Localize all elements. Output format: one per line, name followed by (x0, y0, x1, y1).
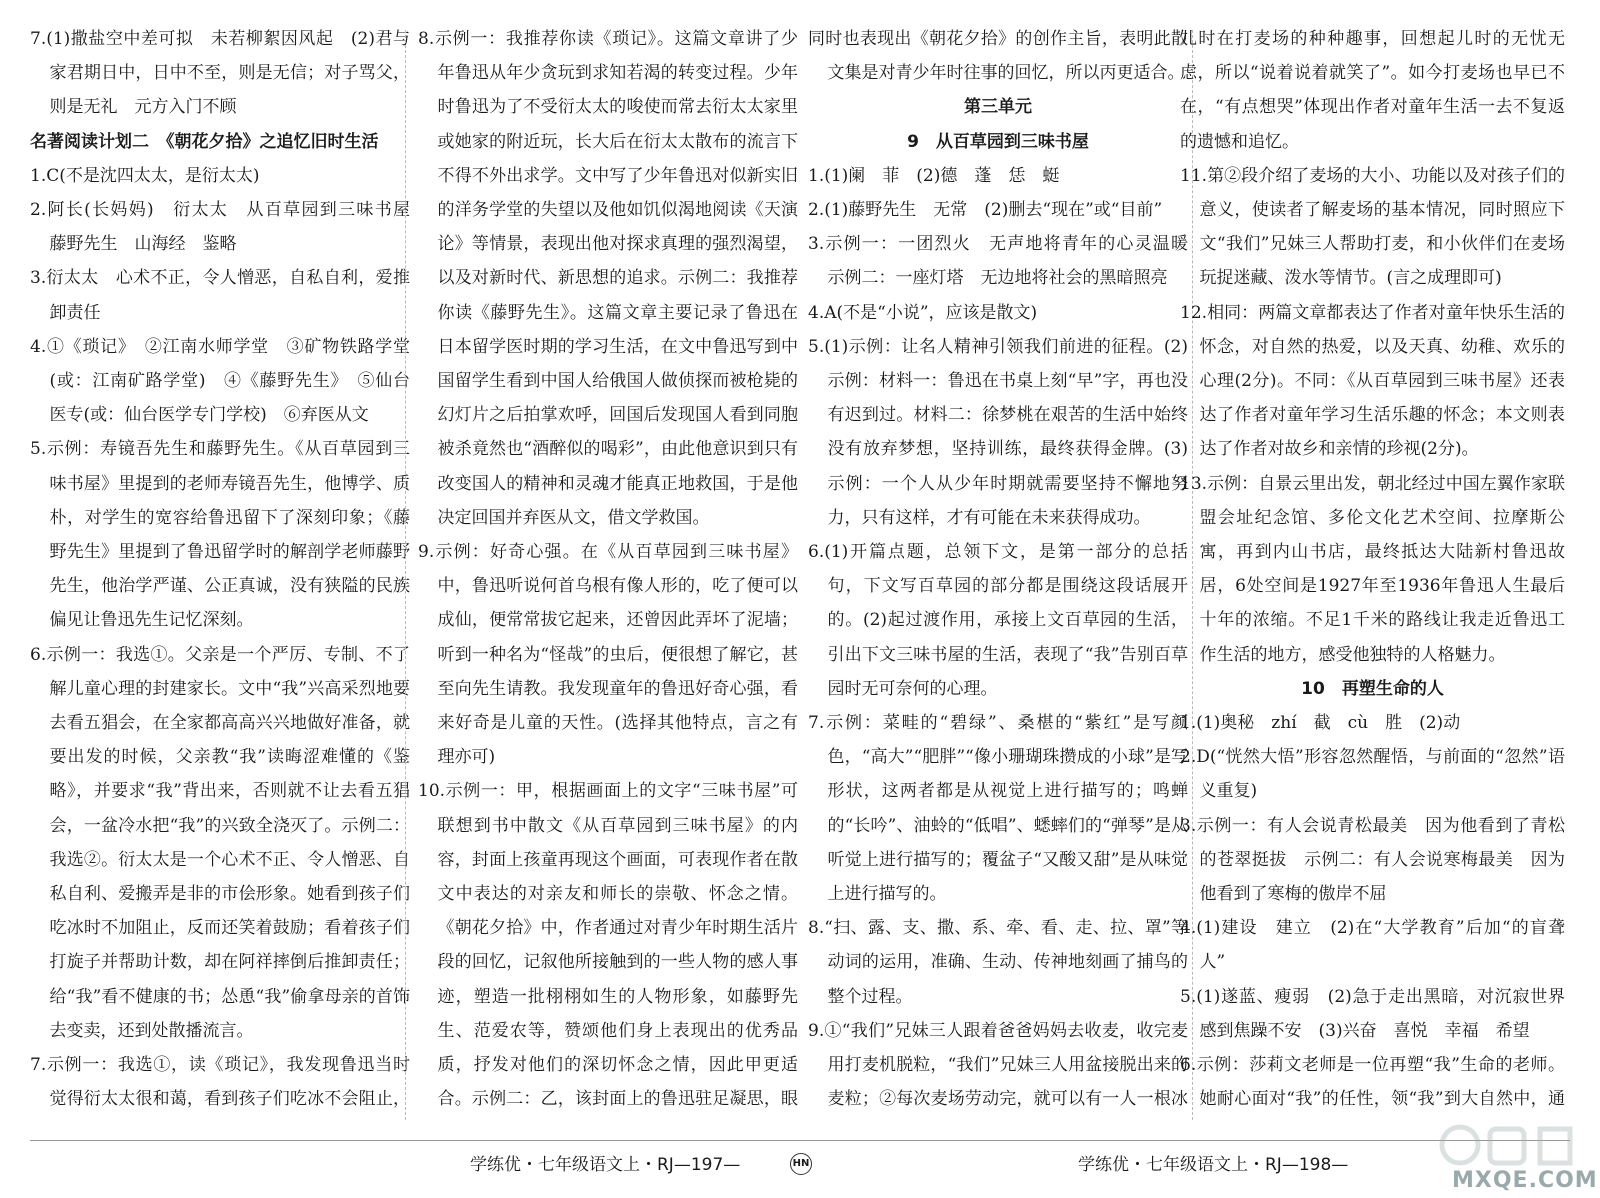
column-divider (405, 30, 406, 1120)
answer-item: 5.(1)示例：让名人精神引领我们前进的征程。(2)示例：材料一：鲁迅在书桌上刻“早”字，再也没有迟到过。材料二：徐梦桃在艰苦的生活中始终没有放弃梦想，坚持训练，最终获得金牌。(3)示例：一个人从少年时期就需要坚持不懈地努力，只有这样，才有可能在未来获得成功。 (808, 336, 1188, 528)
answer-item: 5.示例：寿镜吾先生和藤野先生。《从百草园到三味书屋》里提到的老师寿镜吾先生，他博学、质朴，对学生的宽容给鲁迅留下了深刻印象；《藤野先生》里提到了鲁迅留学时的解剖学老师藤野先生，他治学严谨、公正真诚，没有狭隘的民族偏见让鲁迅先生记忆深刻。 (30, 439, 410, 631)
answer-item: 6.示例一：我选①。父亲是一个严厉、专制、不了解儿童心理的封建家长。文中“我”兴高采烈地要去看五猖会，在全家都高高兴兴地做好准备，就要出发的时候，父亲教“我”读晦涩难懂的《鉴略》，并要求“我”背出来，否则就不让去看五猖会，一盆冷水把“我”的兴致全浇灭了。示例二：我选②。衍太太是一个心术不正、令人憎恶、自私自利、爱搬弄是非的市侩形象。她看到孩子们吃冰时不加阻止，反而还笑着鼓励；看着孩子们打旋子并帮助计数，却在阿祥摔倒后推卸责任；给“我”看不健康的书；怂恿“我”偷拿母亲的首饰去变卖，还到处散播流言。 (30, 644, 410, 1041)
answer-item: 1.(1)阑 菲 (2)德 蓬 恁 蜓 (808, 165, 1060, 186)
answer-item: 4.(1)建设 建立 (2)在“大学教育”后加“的盲聋人” (1180, 918, 1565, 973)
answer-item: 儿时在打麦场的种种趣事，回想起儿时的无忧无虑，所以“说着说着就笑了”。如今打麦场也早已不在，“有点想哭”体现出作者对童年生活一去不复返的遗憾和追忆。 (1180, 29, 1565, 152)
section-title: 9 从百草园到三味书屋 (907, 131, 1089, 152)
answer-item: 11.第②段介绍了麦场的大小、功能以及对孩子们的意义，使读者了解麦场的基本情况，同时照应下文“我们”兄妹三人帮助打麦，和小伙伴们在麦场玩捉迷藏、泼水等情节。(言之成理即可) (1180, 165, 1565, 289)
answer-item: 12.相同：两篇文章都表达了作者对童年快乐生活的怀念，对自然的热爱，以及天真、幼稚、欢乐的心理(2分)。不同：《从百草园到三味书屋》还表达了作者对童年学习生活乐趣的怀念；本文则表达了作者对故乡和亲情的珍视(2分)。 (1180, 302, 1565, 460)
column-1 (30, 22, 410, 1122)
answer-item: 9.①“我们”兄妹三人跟着爸爸妈妈去收麦，收完麦用打麦机脱粒，“我们”兄妹三人用盆接脱出来的麦粒；②每次麦场劳动完，就可以有一人一根冰 (808, 1020, 1188, 1110)
watermark-text: MXQE.COM (1452, 1168, 1598, 1193)
footer-left: 学练优・七年级语文上・RJ—197— (470, 1155, 741, 1175)
region-badge: HN (790, 1153, 812, 1175)
section-title: 第三单元 (964, 97, 1032, 118)
answer-item: 8.示例一：我推荐你读《琐记》。这篇文章讲了少年鲁迅从年少贪玩到求知若渴的转变过程。少年时鲁迅为了不受衍太太的唆使而常去衍太太家里或她家的附近玩，长大后在衍太太散布的流言下不得不外出求学。文中写了少年鲁迅对似新实旧的洋务学堂的失望以及他如饥似渴地阅读《天演论》等情景，表现出他对探求真理的强烈渴望，以及对新时代、新思想的追求。示例二：我推荐你读《藤野先生》。这篇文章主要记录了鲁迅在日本留学医时期的学习生活，在文中鲁迅写到中国留学生看到中国人给俄国人做侦探而被枪毙的幻灯片之后拍掌欢呼，回国后发现国人看到同胞被杀竟然也“酒醉似的喝彩”，由此他意识到只有改变国人的精神和灵魂才能真正地救国，于是他决定回国并弃医从文，借文学救国。 (418, 29, 798, 528)
answer-item: 10.示例一：甲，根据画面上的文字“三味书屋”可联想到书中散文《从百草园到三味书屋》的内容，封面上孩童再现这个画面，可表现作者在散文中表达的对亲友和师长的崇敬、怀念之情。《朝花夕拾》中，作者通过对青少年时期生活片段的回忆，记叙他所接触到的一些人物的感人事迹，塑造一批栩栩如生的人物形象，如藤野先生、范爱农等，赞颂他们身上表现出的优秀品质，抒发对他们的深切怀念之情，因此甲更适合。示例二：乙，该封面上的鲁迅驻足凝思，眼 (418, 781, 798, 1110)
answer-item: 7.示例一：我选①，读《琐记》，我发现鲁迅当时觉得衍太太很和蔼，看到孩子们吃冰不会阻止， (30, 1055, 410, 1110)
column-2 (418, 22, 798, 1122)
answer-item: 4.A(不是“小说”，应该是散文) (808, 302, 1038, 323)
answer-item: 5.(1)遂蓝、瘦弱 (2)急于走出黑暗，对沉寂世界感到焦躁不安 (3)兴奋 喜悦 幸福 希望 (1180, 986, 1565, 1041)
answer-item: 3.衍太太 心术不正，令人憎恶，自私自利，爱推卸责任 (30, 268, 410, 323)
answer-item: 8.“扫、露、支、撒、系、牵、看、走、拉、罩”等动词的运用，准确、生动、传神地刻画了捕鸟的整个过程。 (808, 918, 1188, 1007)
right-page (800, 0, 1600, 1198)
answer-item: 2.D(“恍然大悟”形容忽然醒悟，与前面的“忽然”语义重复) (1180, 747, 1565, 802)
answer-item: 3.示例一：一团烈火 无声地将青年的心灵温暖 示例二：一座灯塔 无边地将社会的黑暗照亮 (808, 234, 1188, 289)
answer-item: 6.示例：莎莉文老师是一位再塑“我”生命的老师。她耐心面对“我”的任性，领“我”到大自然中，通 (1180, 1055, 1565, 1110)
answer-item: 13.示例：自景云里出发，朝北经过中国左翼作家联盟会址纪念馆、多伦文化艺术空间、拉摩斯公寓，再到内山书店，最终抵达大陆新村鲁迅故居，6处空间是1927年至1936年鲁迅人生最后十年的浓缩。不足1千米的路线让我走近鲁迅工作生活的地方，感受他独特的人格魅力。 (1180, 473, 1565, 665)
answer-item: 4.①《琐记》 ②江南水师学堂 ③矿物铁路学堂(或：江南矿路学堂) ④《藤野先生》 ⑤仙台医专(或：仙台医学专门学校) ⑥弃医从文 (30, 336, 410, 426)
answer-item: 3.示例一：有人会说青松最美 因为他看到了青松的苍翠挺拔 示例二：有人会说寒梅最美 因为他看到了寒梅的傲岸不屈 (1180, 815, 1565, 905)
column-3 (808, 22, 1188, 1122)
answer-item: 6.(1)开篇点题，总领下文，是第一部分的总括句，下文写百草园的部分都是围绕这段话展开的。(2)起过渡作用，承接上文百草园的生活，引出下文三味书屋的生活，表现了“我”告别百草园时无可奈何的心理。 (808, 542, 1188, 699)
answer-item: 2.(1)藤野先生 无常 (2)删去“现在”或“目前” (808, 200, 1163, 221)
column-4 (1180, 22, 1565, 1122)
answer-item: 2.阿长(长妈妈) 衍太太 从百草园到三味书屋 藤野先生 山海经 鉴略 (30, 200, 410, 255)
answer-item: 7.示例：菜畦的“碧绿”、桑椹的“紫红”是写颜色，“高大”“肥胖”“像小珊瑚珠攒成的小球”是写形状，这两者都是从视觉上进行描写的；鸣蝉的“长吟”、油蛉的“低唱”、蟋蟀们的“弹琴”是从听觉上进行描写的；覆盆子“又酸又甜”是从味觉上进行描写的。 (808, 713, 1188, 905)
section-heading: 名著阅读计划二 《朝花夕拾》之追忆旧时生活 (30, 131, 379, 152)
footer-right: 学练优・七年级语文上・RJ—198— (1078, 1155, 1349, 1175)
answer-item: 1.C(不是沈四太太，是衍太太) (30, 165, 260, 186)
answer-item: 9.示例：好奇心强。在《从百草园到三味书屋》中，鲁迅听说何首乌根有像人形的，吃了便可以成仙，便常常拔它起来，还曾因此弄坏了泥墙；听到一种名为“怪哉”的虫后，便很想了解它，甚至向先生请教。我发现童年的鲁迅好奇心强，看来好奇是儿童的天性。(选择其他特点，言之有理亦可) (418, 542, 798, 768)
answer-item: 7.(1)撒盐空中差可拟 未若柳絮因风起 (2)君与家君期日中，日中不至，则是无信；对子骂父，则是无礼 元方入门不顾 (30, 29, 410, 118)
section-title: 10 再塑生命的人 (1301, 678, 1444, 699)
answer-item: 1.(1)奥秘 zhí 截 cù 胜 (2)动 (1180, 713, 1461, 734)
footer-rule (30, 1140, 800, 1141)
answer-item: 同时也表现出《朝花夕拾》的创作主旨，表明此散文集是对青少年时往事的回忆，所以丙更适合。 (808, 29, 1188, 84)
